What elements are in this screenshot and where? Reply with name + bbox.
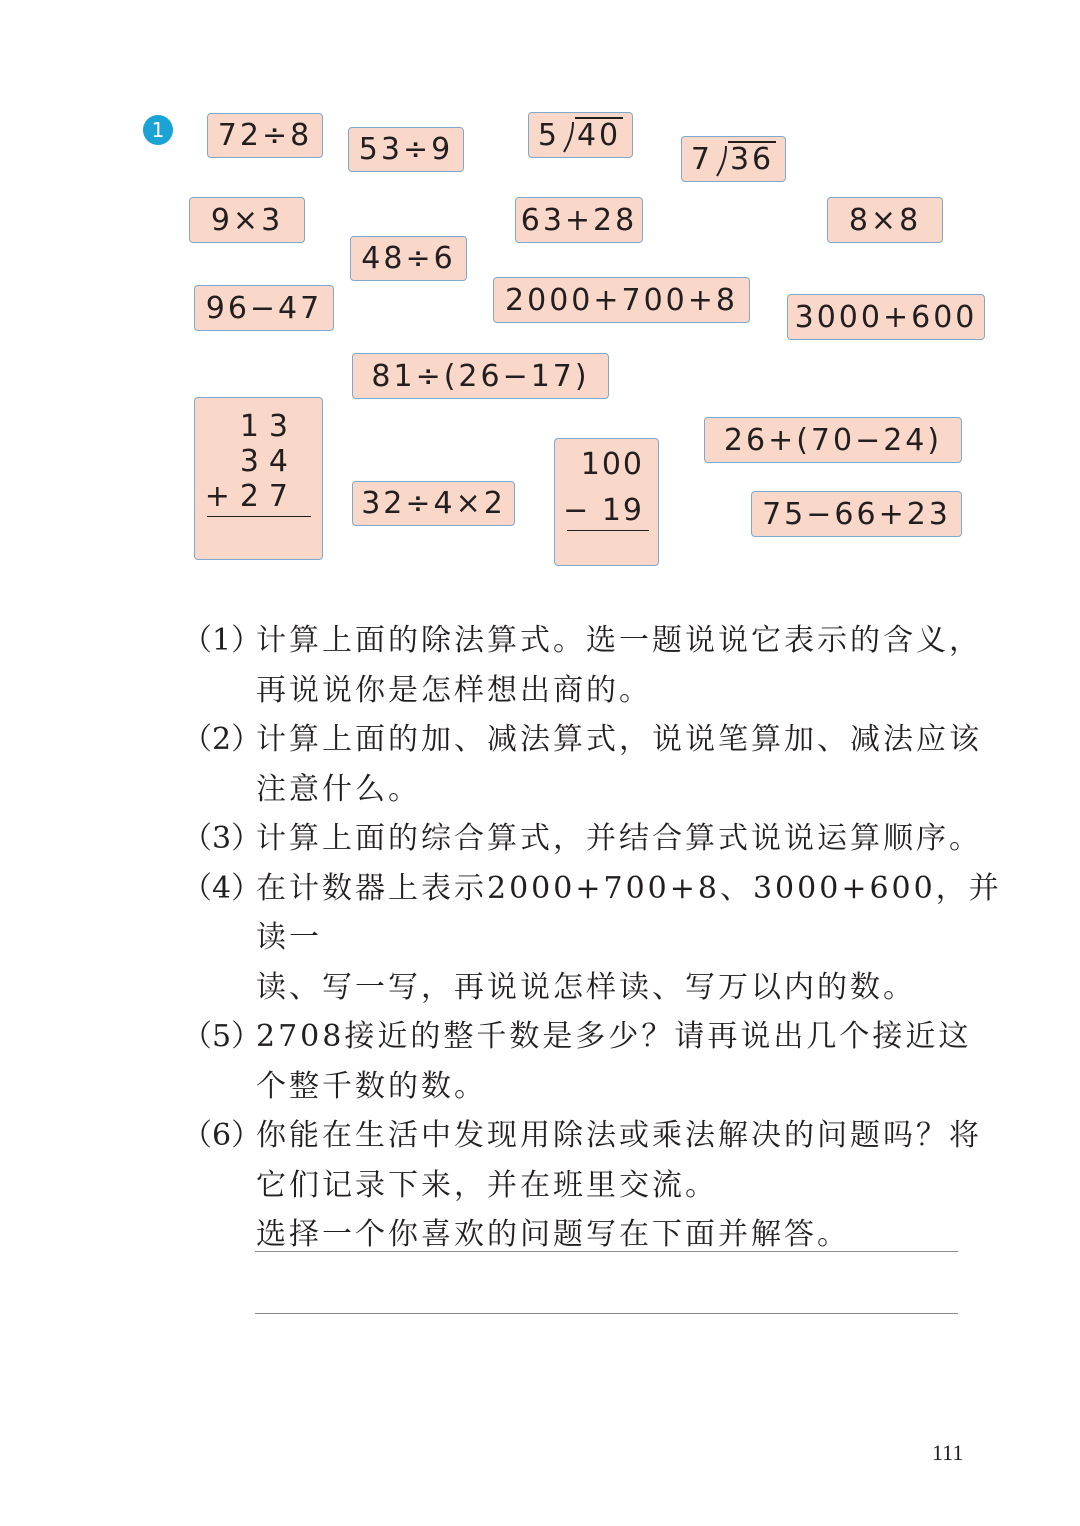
expression-text: 3000+600 <box>794 299 978 335</box>
expression-text: 81÷(26−17) <box>371 358 590 394</box>
answer-line[interactable] <box>255 1251 958 1252</box>
expression-card <box>352 353 609 399</box>
question-number: （1） <box>182 623 262 658</box>
question-text-line: 你能在生活中发现用除法或乘法解决的问题吗？将 <box>256 1118 982 1153</box>
question-text-line: 2708接近的整千数是多少？请再说出几个接近这 <box>256 1019 972 1054</box>
expression-card <box>515 197 643 243</box>
expression-card <box>194 285 334 331</box>
expression-text: 32÷4×2 <box>361 486 506 521</box>
expression-card <box>827 197 943 243</box>
difference-rule <box>567 530 649 531</box>
question-number: （2） <box>182 722 262 757</box>
addend-row: 13 <box>239 409 298 444</box>
question-text-line: 计算上面的加、减法算式，说说笔算加、减法应该 <box>256 722 982 757</box>
question-number: （4） <box>182 870 262 906</box>
addend-row: +27 <box>204 479 298 514</box>
expression-text: 26+(70−24) <box>723 422 943 458</box>
question-text-line: 注意什么。 <box>256 771 421 807</box>
expression-text: 72÷8 <box>217 118 313 153</box>
divisor: 7 <box>690 142 713 177</box>
minuend-row: 100 <box>580 447 644 482</box>
question-item <box>182 715 1002 814</box>
question-item <box>182 616 1002 715</box>
expression-text: 2000+700+8 <box>505 282 738 318</box>
expression-card <box>493 277 750 323</box>
question-text-line: 个整千数的数。 <box>256 1068 487 1104</box>
answer-line[interactable] <box>255 1313 958 1314</box>
expression-text: 8×8 <box>848 202 922 238</box>
division-bracket-icon <box>562 121 574 153</box>
dividend: 40 <box>576 118 622 153</box>
subtrahend-row: − 19 <box>563 493 644 528</box>
addend-row: 34 <box>239 444 298 479</box>
question-item <box>182 864 1002 1013</box>
expression-card <box>207 113 323 158</box>
expression-card <box>704 417 962 463</box>
question-number: （6） <box>182 1118 262 1153</box>
expression-card <box>352 481 515 526</box>
vertical-subtraction-card <box>554 438 659 566</box>
question-text-line: 它们记录下来，并在班里交流。 <box>256 1167 718 1203</box>
expression-card <box>751 491 962 537</box>
question-item <box>182 814 1002 864</box>
expression-card <box>189 197 305 243</box>
question-text-line: 在计数器上表示2000+700+8、3000+600，并读一 <box>256 870 1002 955</box>
expression-card <box>787 294 985 340</box>
question-text-line: 计算上面的综合算式，并结合算式说说运算顺序。 <box>256 821 982 856</box>
expression-text: 63+28 <box>520 202 638 238</box>
expression-text: 96−47 <box>205 290 323 326</box>
expression-text: 9×3 <box>210 202 284 238</box>
long-division <box>691 141 776 177</box>
question-item <box>182 1012 1002 1111</box>
sum-rule <box>207 516 311 517</box>
question-number: （5） <box>182 1019 262 1054</box>
expression-card <box>350 236 467 281</box>
vertical-addition-card <box>194 397 323 560</box>
expression-text: 75−66+23 <box>762 496 951 532</box>
expression-card <box>348 127 464 172</box>
division-bracket-icon <box>715 145 727 177</box>
question-number: （3） <box>182 821 262 856</box>
long-division-card <box>528 112 633 158</box>
question-text-line: 计算上面的除法算式。选一题说说它表示的含义， <box>256 623 982 658</box>
question-text-line: 读、写一写，再说说怎样读、写万以内的数。 <box>256 969 916 1005</box>
question-text-line: 选择一个你喜欢的问题写在下面并解答。 <box>256 1217 850 1252</box>
long-division <box>538 117 623 153</box>
divisor: 5 <box>537 118 560 153</box>
question-item <box>182 1111 1002 1260</box>
long-division-card <box>681 136 786 182</box>
expression-text: 53÷9 <box>358 132 454 167</box>
question-list <box>182 616 1002 1260</box>
dividend: 36 <box>729 142 775 177</box>
expression-text: 48÷6 <box>361 241 456 276</box>
exercise-number-badge: 1 <box>143 115 173 145</box>
page-number: 111 <box>932 1440 964 1465</box>
question-text-line: 再说说你是怎样想出商的。 <box>256 672 652 708</box>
